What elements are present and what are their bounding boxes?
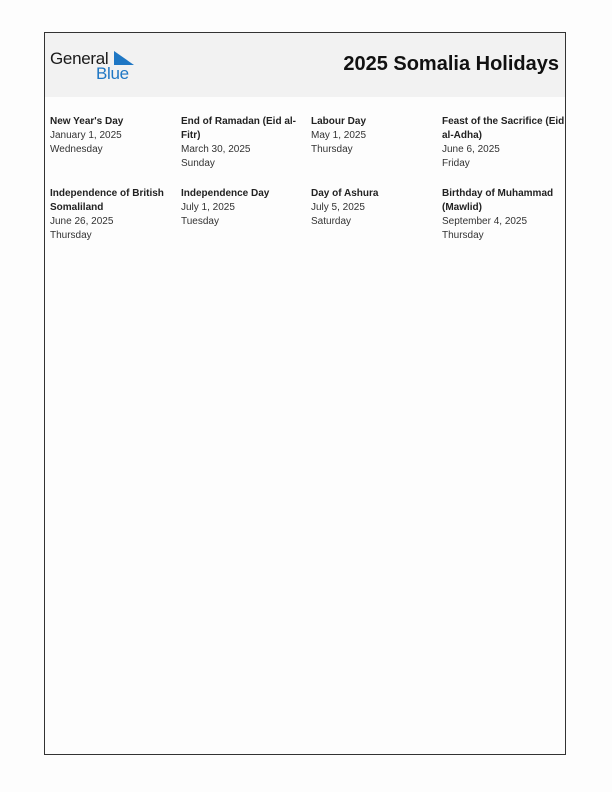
holiday-entry — [311, 187, 435, 229]
holiday-weekday: Thursday — [311, 144, 353, 155]
holiday-entry — [442, 187, 566, 243]
holiday-date: July 5, 2025 — [311, 202, 365, 213]
page-header — [45, 33, 565, 97]
holiday-weekday: Thursday — [50, 230, 92, 241]
generalblue-logo — [50, 49, 140, 85]
holiday-weekday: Saturday — [311, 216, 352, 227]
holiday-date: May 1, 2025 — [311, 130, 367, 141]
page-title: 2025 Somalia Holidays — [343, 53, 559, 75]
holiday-name: End of Ramadan (Eid al-Fitr) — [181, 116, 297, 141]
holiday-weekday: Thursday — [442, 230, 484, 241]
holiday-name: Labour Day — [311, 116, 367, 127]
holiday-weekday: Wednesday — [50, 144, 103, 155]
logo-text-blue: Blue — [96, 64, 129, 83]
holiday-name: Independence of British Somaliland — [50, 188, 164, 213]
holiday-date: June 26, 2025 — [50, 216, 114, 227]
holiday-entry — [50, 187, 174, 243]
holiday-entry — [181, 187, 305, 229]
holiday-name: Independence Day — [181, 188, 270, 199]
holiday-name: Feast of the Sacrifice (Eid al-Adha) — [442, 116, 565, 141]
holiday-weekday: Sunday — [181, 158, 215, 169]
holiday-entry — [311, 115, 435, 157]
holiday-page — [44, 32, 566, 755]
holiday-entry — [50, 115, 174, 157]
holiday-date: September 4, 2025 — [442, 216, 528, 227]
holiday-entry — [181, 115, 305, 171]
holiday-name: New Year's Day — [50, 116, 124, 127]
logo-triangle-icon — [114, 51, 134, 65]
logo-text-general: General — [50, 49, 109, 68]
holiday-weekday: Tuesday — [181, 216, 219, 227]
holiday-weekday: Friday — [442, 158, 470, 169]
holiday-date: July 1, 2025 — [181, 202, 235, 213]
holiday-name: Birthday of Muhammad (Mawlid) — [442, 188, 554, 213]
holiday-date: January 1, 2025 — [50, 130, 122, 141]
holiday-date: June 6, 2025 — [442, 144, 500, 155]
holiday-entry — [442, 115, 566, 171]
holiday-name: Day of Ashura — [311, 188, 379, 199]
holiday-date: March 30, 2025 — [181, 144, 251, 155]
